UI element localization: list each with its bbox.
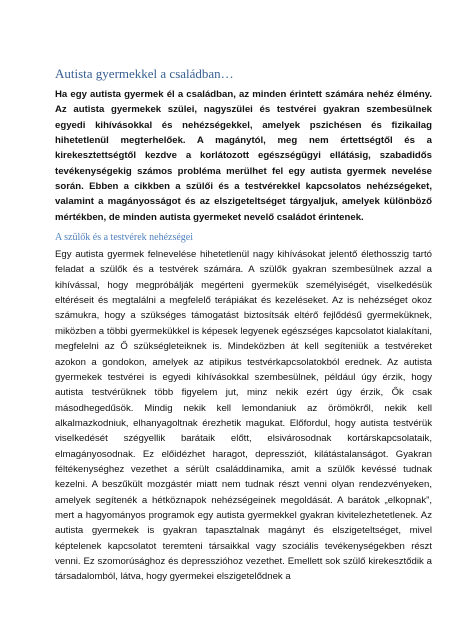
intro-paragraph: Ha egy autista gyermek él a családban, az minden érintett számára nehéz élmény. Az autista gyermekek szülei, nagyszülei és testvérei gyakran szembesülnek egyedi kihívásokkal és nehézségekkel, amelyek pszichésen és fizikailag hihetetlenül megterhelőek. A magánytól, meg nem értettségtől és a kirekesztettségtől kezdve a korlátozott egészségügyi ellátásig, szabadidős tevékenységekig számos probléma merülhet fel egy autista gyermek nevelése során. Ebben a cikkben a szülői és a testvérekkel kapcsolatos nehézségeket, valamint a magányosságot és az elszigeteltséget tárgyaljuk, amelyek különböző mértékben, de minden autista gyermeket nevelő családot érintenek.	[55, 89, 432, 223]
section-heading: A szülők és a testvérek nehézségei	[55, 232, 194, 244]
body-paragraph: Egy autista gyermek felnevelése hihetetlenül nagy kihívásokat jelentő élethosszig tartó feladat a szülők és a testvérek számára. A szülők gyakran szembesülnek azzal a kihívással, hogy megpróbálják megérteni gyermekük személyiségét, viselkedésük eltéréseit és megtalálni a megfelelő terápiákat és kezeléseket. Az is nehézséget okoz számukra, hogy a szükséges támogatást biztosítsák eltérő fejlődésű gyermeküknek, miközben a többi gyermekükkel is képesek legyenek egészséges kapcsolatot kialakítani, megfelelni az Ő szükségleteiknek is. Mindeközben át kell segíteniük a testvéreket azokon a gondokon, amelyek az atipikus testvérkapcsolatokból erednek. Az autista gyermekek testvérei is egyedi kihívásokkal szembesülnek, például úgy érzik, hogy autista testvérüknek több figyelem jut, minz nekik ezért úgy érzik, Ők csak másodhegedűsök. Mindig nekik kell lemondaniuk az örömökről, nekik kell alkalmazkodniuk, elhanyagoltnak érezhetik magukat. Előfordul, hogy autista testvérük viselkedését szégyellik barátaik előtt, elsivárosodnak kortárskapcsolataik, elmagányosodnak. Ez előidézhet haragot, depressziót, kilátástalanságot. Gyakran féltékenységhez vezethet a sérült családdinamika, amit a szülők kevéssé tudnak kezelni. A beszűkült mozgástér miatt nem tudnak részt venni olyan rendezvényeken, amelyek segítenék a hétköznapok nehézségeinek megoldását. A barátok „elkopnak”, mert a hagyományos programok egy autista gyermekkel gyakran kivitelezhetetlenek. Az autista gyermekek is gyakran tapasztalnak magányt és elszigeteltséget, mivel képtelenek kapcsolatot teremteni társaikkal vagy szociális tevékenységekben részt venni. Ez szomorúsághoz és depresszióhoz vezethet. Emellett sok szülő kirekesztődik a társadalomból, látva, hogy gyermekei elszigetelődnek a	[55, 249, 432, 583]
document-title: Autista gyermekkel a családban…	[55, 66, 234, 81]
